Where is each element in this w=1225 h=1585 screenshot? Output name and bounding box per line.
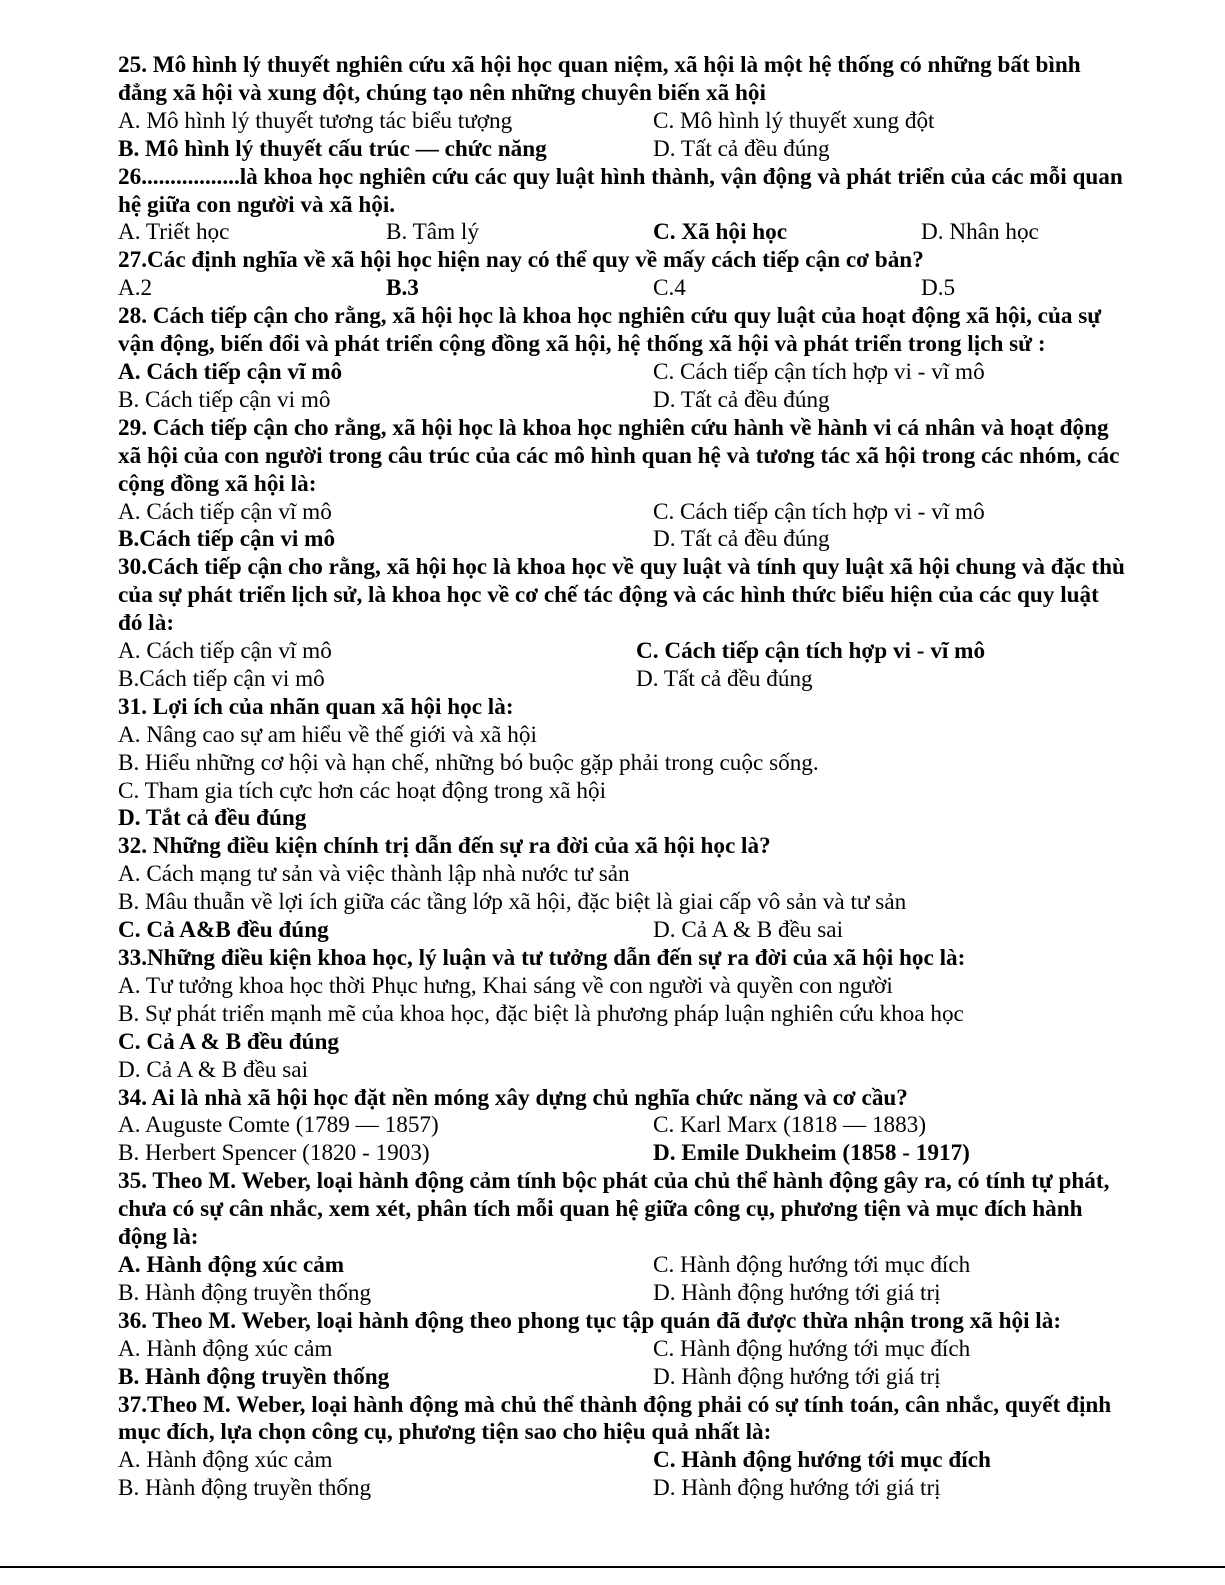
- answer-a: A. Auguste Comte (1789 — 1857): [118, 1112, 439, 1139]
- question-31: 31. Lợi ích của nhãn quan xã hội học là:: [118, 693, 514, 720]
- answer-c: C. Cách tiếp cận tích hợp vi - vĩ mô: [653, 498, 985, 525]
- answer-c: C. Cả A&B đều đúng: [118, 917, 329, 944]
- answers-row: [118, 1475, 1128, 1503]
- answer-b: B. Herbert Spencer (1820 - 1903): [118, 1140, 430, 1167]
- answers-row: [118, 1112, 1128, 1140]
- answer-b: B. Mô hình lý thuyết cấu trúc — chức năng: [118, 135, 547, 162]
- question-35: 35. Theo M. Weber, loại hành động cảm tính bộc phát của chủ thể hành động gây ra, có tính tự phát, chưa có sự cân nhắc, xem xét, phân tích mỗi quan hệ giữa công cụ, phương tiện và mục đích hành động là:: [118, 1168, 1110, 1251]
- answer-d: D.5: [921, 275, 956, 302]
- answer-d: D. Emile Dukheim (1858 - 1917): [653, 1140, 970, 1167]
- question-37: 37.Theo M. Weber, loại hành động mà chủ thể thành động phải có sự tính toán, cân nhắc, quyết định mục đích, lựa chọn công cụ, phương tiện sao cho hiệu quả nhất là:: [118, 1391, 1112, 1446]
- answer-a: A. Cách tiếp cận vĩ mô: [118, 498, 332, 525]
- answers-row: [118, 526, 1128, 554]
- answer-b: B. Cách tiếp cận vi mô: [118, 386, 331, 413]
- answers-row: [118, 1364, 1128, 1392]
- answer-a: A. Cách tiếp cận vĩ mô: [118, 358, 343, 385]
- answer-c: C. Hành động hướng tới mục đích: [653, 1251, 971, 1278]
- answer-d: D. Tất cả đều đúng: [653, 135, 830, 162]
- answer-a: A. Tư tưởng khoa học thời Phục hưng, Khai sáng về con người và quyền con người: [118, 972, 893, 999]
- answer-b: B.Cách tiếp cận vi mô: [118, 526, 336, 553]
- answer-d: D. Tắt cả đều đúng: [118, 805, 307, 832]
- answer-c: C. Xã hội học: [653, 219, 787, 246]
- answer-c: C. Cách tiếp cận tích hợp vi - vĩ mô: [636, 638, 986, 665]
- answer-c: C. Hành động hướng tới mục đích: [653, 1335, 971, 1362]
- question-29: 29. Cách tiếp cận cho rằng, xã hội học là khoa học nghiên cứu hành về hành vi cá nhân và hoạt động xã hội của con người trong câu trúc của các mô hình quan hệ và tương tác xã hội trong các nhóm, các cộng đồng xã hội là:: [118, 414, 1120, 497]
- answer-a: A. Mô hình lý thuyết tương tác biểu tượng: [118, 107, 513, 134]
- answer-b: B. Sự phát triển mạnh mẽ của khoa học, đặc biệt là phương pháp luận nghiên cứu khoa học: [118, 1000, 964, 1027]
- answer-c: C. Tham gia tích cực hơn các hoạt động trong xã hội: [118, 777, 607, 804]
- question-32: 32. Những điều kiện chính trị dẫn đến sự ra đời của xã hội học là?: [118, 833, 771, 860]
- answer-d: D. Cả A & B đều sai: [118, 1056, 309, 1083]
- answer-b: B.Cách tiếp cận vi mô: [118, 665, 325, 692]
- answer-b: B. Tâm lý: [386, 219, 479, 246]
- question-27: 27.Các định nghĩa về xã hội học hiện nay có thể quy về mấy cách tiếp cận cơ bản?: [118, 247, 924, 274]
- answer-b: B.3: [386, 275, 419, 302]
- answer-a: A. Triết học: [118, 219, 230, 246]
- answer-b: B. Hành động truyền thống: [118, 1475, 372, 1502]
- answer-b: B. Hành động truyền thống: [118, 1279, 372, 1306]
- answers-row: [118, 1140, 1128, 1168]
- answers-row: [118, 275, 1128, 303]
- answers-row: [118, 387, 1128, 415]
- answer-d: D. Tất cả đều đúng: [653, 526, 830, 553]
- answer-c: C. Hành động hướng tới mục đích: [653, 1447, 991, 1474]
- question-28: 28. Cách tiếp cận cho rằng, xã hội học là khoa học nghiên cứu quy luật của hoạt động xã hội, của sự vận động, biến đổi và phát triển cộng đồng xã hội, hệ thống xã hội và phát triển trong lịch sử :: [118, 303, 1102, 358]
- question-33: 33.Những điều kiện khoa học, lý luận và tư tưởng dẫn đến sự ra đời của xã hội học là:: [118, 945, 966, 971]
- answers-row: [118, 499, 1128, 527]
- answer-b: B. Hiểu những cơ hội và hạn chế, những bó buộc gặp phải trong cuộc sống.: [118, 749, 819, 776]
- answer-a: A. Cách mạng tư sản và việc thành lập nhà nước tư sản: [118, 861, 630, 888]
- answer-d: D. Hành động hướng tới giá trị: [653, 1363, 941, 1390]
- answer-c: C. Mô hình lý thuyết xung đột: [653, 107, 935, 134]
- answer-b: B. Hành động truyền thống: [118, 1363, 390, 1390]
- question-25: 25. Mô hình lý thuyết nghiên cứu xã hội học quan niệm, xã hội là một hệ thống có những bất bình đẳng xã hội và xung đột, chúng tạo nên những chuyên biến xã hội: [118, 52, 1081, 106]
- answer-a: A. Hành động xúc cảm: [118, 1335, 333, 1362]
- answers-row: [118, 1336, 1128, 1364]
- answers-row: [118, 666, 1128, 694]
- answers-row: [118, 136, 1128, 164]
- question-30: 30.Cách tiếp cận cho rằng, xã hội học là khoa học về quy luật và tính quy luật xã hội chung và đặc thù của sự phát triển lịch sử, là khoa học về cơ chế tác động và các hình thức biểu hiện của các quy luật đó là:: [118, 554, 1125, 637]
- answers-row: [118, 1252, 1128, 1280]
- answer-a: A. Cách tiếp cận vĩ mô: [118, 638, 332, 665]
- question-36: 36. Theo M. Weber, loại hành động theo phong tục tập quán đã được thừa nhận trong xã hội là:: [118, 1307, 1062, 1334]
- answers-row: [118, 1447, 1128, 1475]
- document-page: [118, 52, 1128, 1503]
- answer-c: C. Cách tiếp cận tích hợp vi - vĩ mô: [653, 358, 985, 385]
- answers-row: [118, 108, 1128, 136]
- answers-row: [118, 359, 1128, 387]
- answer-d: D. Tất cả đều đúng: [636, 665, 813, 692]
- answer-c: C. Karl Marx (1818 — 1883): [653, 1112, 927, 1139]
- answer-d: D. Nhân học: [921, 219, 1039, 246]
- answer-c: C. Cả A & B đều đúng: [118, 1028, 339, 1055]
- answers-row: [118, 1280, 1128, 1308]
- answer-c: C.4: [653, 275, 686, 302]
- answer-d: D. Cả A & B đều sai: [653, 917, 844, 944]
- answers-row: [118, 638, 1128, 666]
- answer-a: A. Hành động xúc cảm: [118, 1447, 333, 1474]
- answer-d: D. Tất cả đều đúng: [653, 386, 830, 413]
- question-26: 26.................là khoa học nghiên cứu các quy luật hình thành, vận động và phát triển của các mỗi quan hệ giữa con người và xã hội.: [118, 163, 1123, 218]
- bottom-rule: [0, 1566, 1225, 1568]
- answer-a: A. Nâng cao sự am hiểu về thế giới và xã hội: [118, 721, 537, 748]
- answer-d: D. Hành động hướng tới giá trị: [653, 1279, 941, 1306]
- answer-d: D. Hành động hướng tới giá trị: [653, 1475, 941, 1502]
- answer-b: B. Mâu thuẫn về lợi ích giữa các tầng lớp xã hội, đặc biệt là giai cấp vô sản và tư sản: [118, 889, 907, 916]
- answers-row: [118, 219, 1128, 247]
- question-34: 34. Ai là nhà xã hội học đặt nền móng xây dựng chủ nghĩa chức năng và cơ cầu?: [118, 1084, 908, 1111]
- answer-a: A. Hành động xúc cảm: [118, 1251, 345, 1278]
- answers-row: [118, 917, 1128, 945]
- answer-a: A.2: [118, 275, 153, 302]
